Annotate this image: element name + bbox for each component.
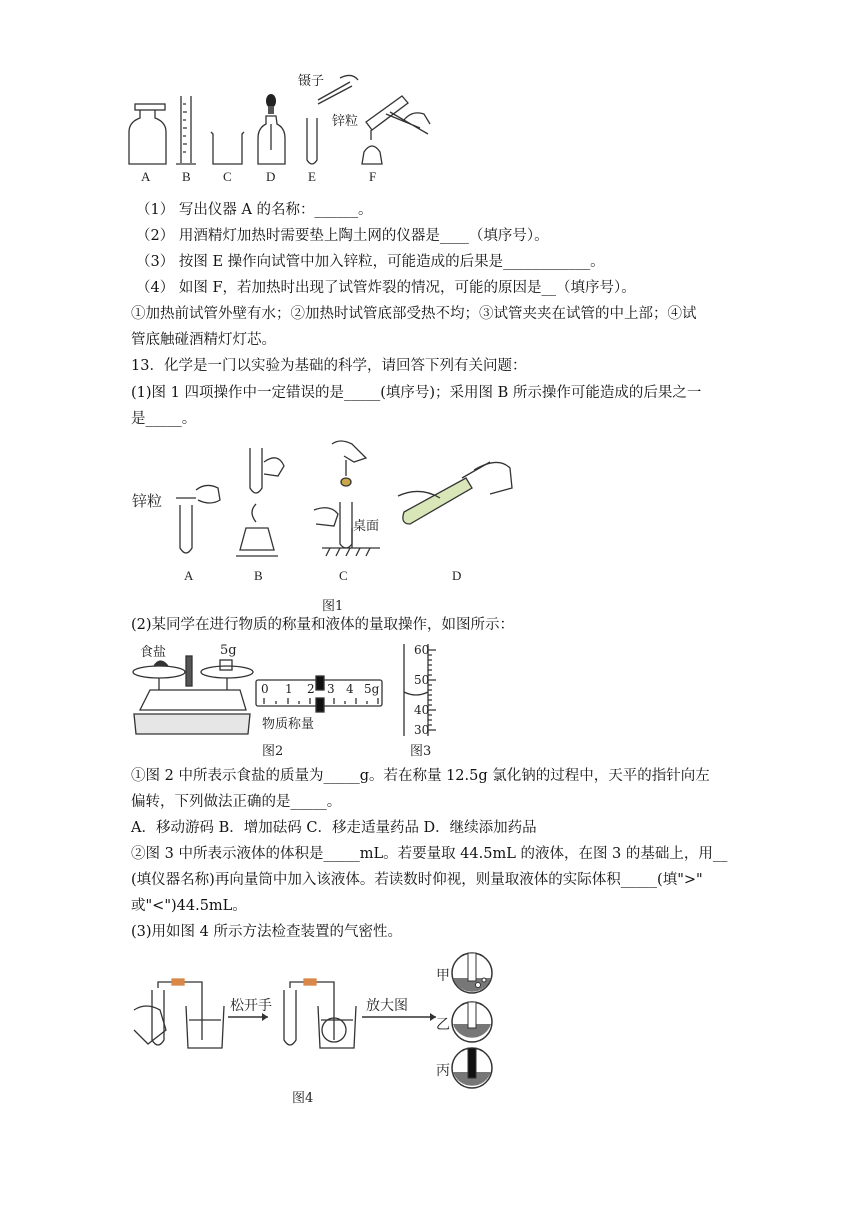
jia-label: 甲 (436, 968, 450, 984)
fig1-caption: 图1 (322, 599, 344, 614)
zoom-circle-yi (452, 1002, 492, 1042)
q12-part4: （4） 如图 F，若加热时出现了试管炸裂的情况，可能的原因是__（填序号）。 (136, 280, 636, 296)
q12-part1: （1） 写出仪器 A 的名称：______。 (136, 202, 373, 218)
fig2-caption: 图2 (262, 744, 284, 759)
salt-label: 食盐 (140, 645, 167, 660)
q13-volume-line3: 或"<")44.5mL。 (131, 898, 247, 914)
q13-part1-line1: (1)图 1 四项操作中一定错误的是_____(填序号)；采用图 B 所示操作可能造成的后果之一 (131, 385, 702, 401)
zinc-label-top: 锌粒 (332, 114, 359, 129)
fig3-caption: 图3 (410, 744, 432, 759)
q13-part2-intro: (2)某同学在进行物质的称量和液体的量取操作，如图所示： (131, 617, 515, 633)
fig4-setup-hand (134, 979, 224, 1048)
scale-tick-2: 2 (307, 682, 315, 696)
fig-label-d: D (266, 169, 276, 184)
zoom-circle-jia (452, 953, 492, 993)
weight-label: 5g (220, 643, 237, 658)
scale-tick-5: 5g (364, 682, 380, 696)
q12-part2: （2） 用酒精灯加热时需要垫上陶土网的仪器是____（填序号）。 (136, 228, 549, 244)
q13-part1-line2: 是_____。 (131, 411, 197, 427)
fig-label-f: F (369, 169, 377, 184)
fig1-zinc-label: 锌粒 (132, 492, 163, 510)
fig-label-c: C (223, 169, 232, 184)
fig4-caption: 图4 (292, 1091, 314, 1106)
q13-volume-line2: (填仪器名称)再向量筒中加入该液体。若读数时仰视，则量取液体的实际体积_____(填">" (131, 872, 703, 888)
q12-options-line1: ①加热前试管外壁有水；②加热时试管底部受热不均；③试管夹夹在试管的中上部；④试 (131, 306, 697, 322)
fig1-label-b: B (254, 568, 263, 583)
scale-tick-0: 0 (261, 682, 269, 696)
fig-label-e: E (308, 169, 316, 184)
yi-label: 乙 (436, 1017, 450, 1033)
q13-choices: A．移动游码 B．增加砝码 C．移走适量药品 D．继续添加药品 (131, 820, 537, 836)
fig1-label-c: C (339, 568, 348, 583)
scale-tick-3: 3 (327, 682, 335, 696)
zoom-label: 放大图 (366, 998, 408, 1014)
fig3-tick-30: 30 (414, 723, 430, 737)
scale-tick-4: 4 (346, 682, 354, 696)
scale-caption: 物质称量 (262, 717, 315, 732)
fig1-label-a: A (184, 568, 194, 583)
fig-label-a: A (141, 169, 151, 184)
fig4-setup-released (284, 979, 356, 1048)
q13-part3: (3)用如图 4 所示方法检查装置的气密性。 (131, 924, 402, 940)
fig3-tick-60: 60 (414, 643, 430, 657)
bing-label: 丙 (436, 1063, 450, 1079)
fig3-tick-40: 40 (414, 703, 430, 717)
q12-part3: （3） 按图 E 操作向试管中加入锌粒，可能造成的后果是____________。 (136, 254, 605, 270)
q12-options-line2: 管底触碰酒精灯灯芯。 (131, 332, 276, 348)
q13-salt-line2: 偏转，下列做法正确的是_____。 (131, 794, 342, 810)
scale-tick-1: 1 (285, 682, 293, 696)
fig-label-b: B (182, 169, 191, 184)
q13-intro: 13．化学是一门以实验为基础的科学，请回答下列有关问题： (131, 358, 527, 374)
q13-volume-line1: ②图 3 中所表示液体的体积是_____mL。若要量取 44.5mL 的液体，在图 3 的基础上，用__ (131, 846, 728, 862)
fig1-desk-label: 桌面 (353, 519, 380, 534)
fig1-label-d: D (452, 568, 462, 583)
fig3-tick-50: 50 (414, 673, 430, 687)
tweezers-label: 镊子 (298, 74, 325, 89)
q13-salt-line1: ①图 2 中所表示食盐的质量为_____g。若在称量 12.5g 氯化钠的过程中，天平的指针向左 (131, 768, 710, 784)
release-label: 松开手 (230, 998, 272, 1014)
zoom-circle-bing (452, 1048, 492, 1088)
